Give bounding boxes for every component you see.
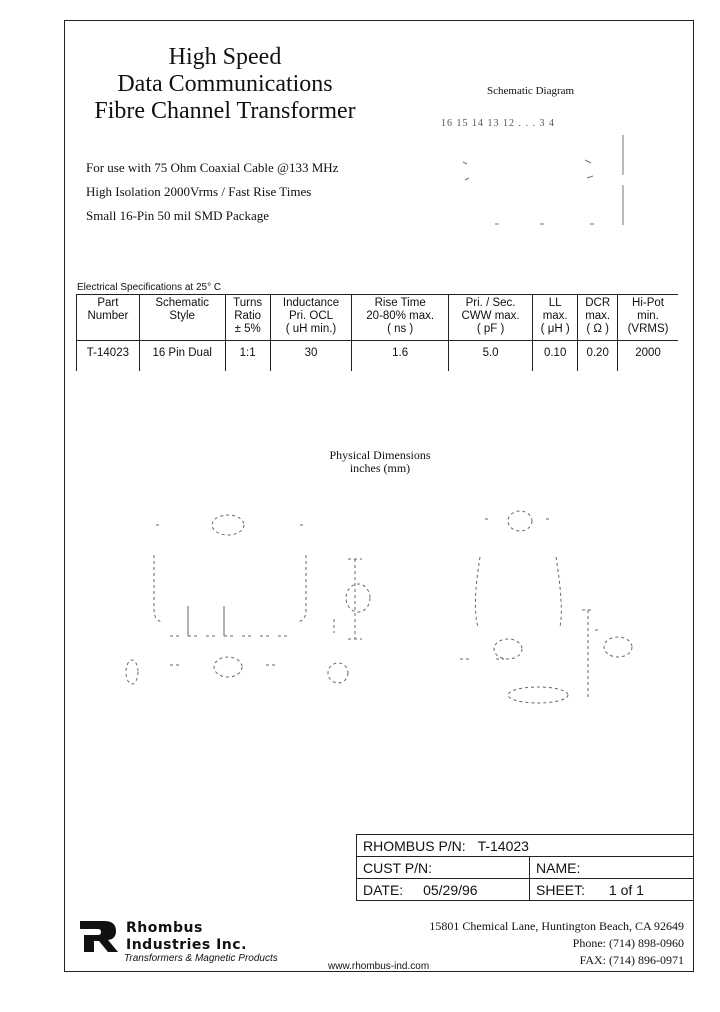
cell-inductance: 30: [270, 341, 352, 372]
rhombus-pn-cell: [357, 835, 694, 857]
cust-pn-cell: [357, 857, 530, 879]
company-name-line-2: Industries Inc.: [126, 937, 247, 953]
rhombus-pn-value: T-14023: [477, 837, 529, 854]
cell-capacitance: 5.0: [449, 341, 533, 372]
company-name: [126, 920, 247, 954]
col-dcr: DCR max. ( Ω ): [578, 295, 618, 341]
title-line-2: Data Communications: [117, 71, 333, 97]
title-block-row-date: [357, 879, 694, 901]
date-label: DATE:: [363, 881, 404, 898]
company-fax: FAX: (714) 896-0971: [579, 953, 684, 967]
col-hipot: Hi-Pot min. (VRMS): [618, 295, 678, 341]
col-capacitance: Pri. / Sec. CWW max. ( pF ): [449, 295, 533, 341]
cell-leakage-inductance: 0.10: [533, 341, 578, 372]
title-block-row-pn: [357, 835, 694, 857]
schematic-pin-numbers: 16 15 14 13 12 . . . 3 4: [441, 118, 555, 129]
physical-dimensions-title: [300, 449, 460, 475]
cell-rise-time: 1.6: [352, 341, 449, 372]
feature-item: High Isolation 2000Vrms / Fast Rise Times: [86, 184, 312, 199]
spec-data-row: [77, 341, 679, 372]
col-part-number: Part Number: [77, 295, 140, 341]
title-block-row-cust: [357, 857, 694, 879]
company-address: 15801 Chemical Lane, Huntington Beach, CA 92649: [429, 919, 684, 933]
company-tagline: Transformers & Magnetic Products: [124, 953, 278, 964]
spec-table-caption: Electrical Specifications at 25° C: [77, 282, 222, 293]
date-value: 05/29/96: [423, 881, 478, 898]
cust-pn-label: CUST P/N:: [363, 859, 432, 876]
name-cell: [530, 857, 694, 879]
spec-header-row: [77, 295, 679, 341]
electrical-spec-table: [76, 294, 678, 371]
physical-dimensions-units: inches (mm): [349, 461, 411, 475]
cell-turns-ratio: 1:1: [225, 341, 270, 372]
package-dimension-drawing: [110, 495, 650, 705]
col-leakage-inductance: LL max. ( μH ): [533, 295, 578, 341]
title-block: [356, 834, 694, 901]
cell-dcr: 0.20: [578, 341, 618, 372]
title-line-3: Fibre Channel Transformer: [94, 98, 356, 124]
physical-dimensions-heading: Physical Dimensions: [329, 448, 431, 462]
feature-item: Small 16-Pin 50 mil SMD Package: [86, 208, 270, 223]
date-cell: [357, 879, 530, 901]
cell-schematic-style: 16 Pin Dual: [139, 341, 225, 372]
schematic-diagram: [455, 130, 635, 230]
name-label: NAME:: [536, 859, 581, 876]
cell-hipot: 2000: [618, 341, 678, 372]
rhombus-logo-icon: [78, 918, 120, 954]
company-website-link[interactable]: www.rhombus-ind.com: [328, 961, 430, 972]
company-phone: Phone: (714) 898-0960: [572, 936, 684, 950]
col-turns-ratio: Turns Ratio ± 5%: [225, 295, 270, 341]
company-name-line-1: Rhombus: [126, 920, 203, 936]
col-rise-time: Rise Time 20-80% max. ( ns ): [352, 295, 449, 341]
col-schematic-style: Schematic Style: [139, 295, 225, 341]
feature-list: [86, 156, 338, 228]
col-inductance: Inductance Pri. OCL ( uH min.): [270, 295, 352, 341]
sheet-value: 1 of 1: [608, 881, 644, 898]
sheet-label: SHEET:: [536, 881, 586, 898]
schematic-title: Schematic Diagram: [487, 85, 575, 97]
sheet-cell: [530, 879, 694, 901]
title-line-1: High Speed: [168, 44, 282, 70]
cell-part-number: T-14023: [77, 341, 140, 372]
feature-item: For use with 75 Ohm Coaxial Cable @133 MHz: [86, 160, 339, 175]
rhombus-pn-label: RHOMBUS P/N:: [363, 837, 466, 854]
product-title: [64, 44, 386, 125]
